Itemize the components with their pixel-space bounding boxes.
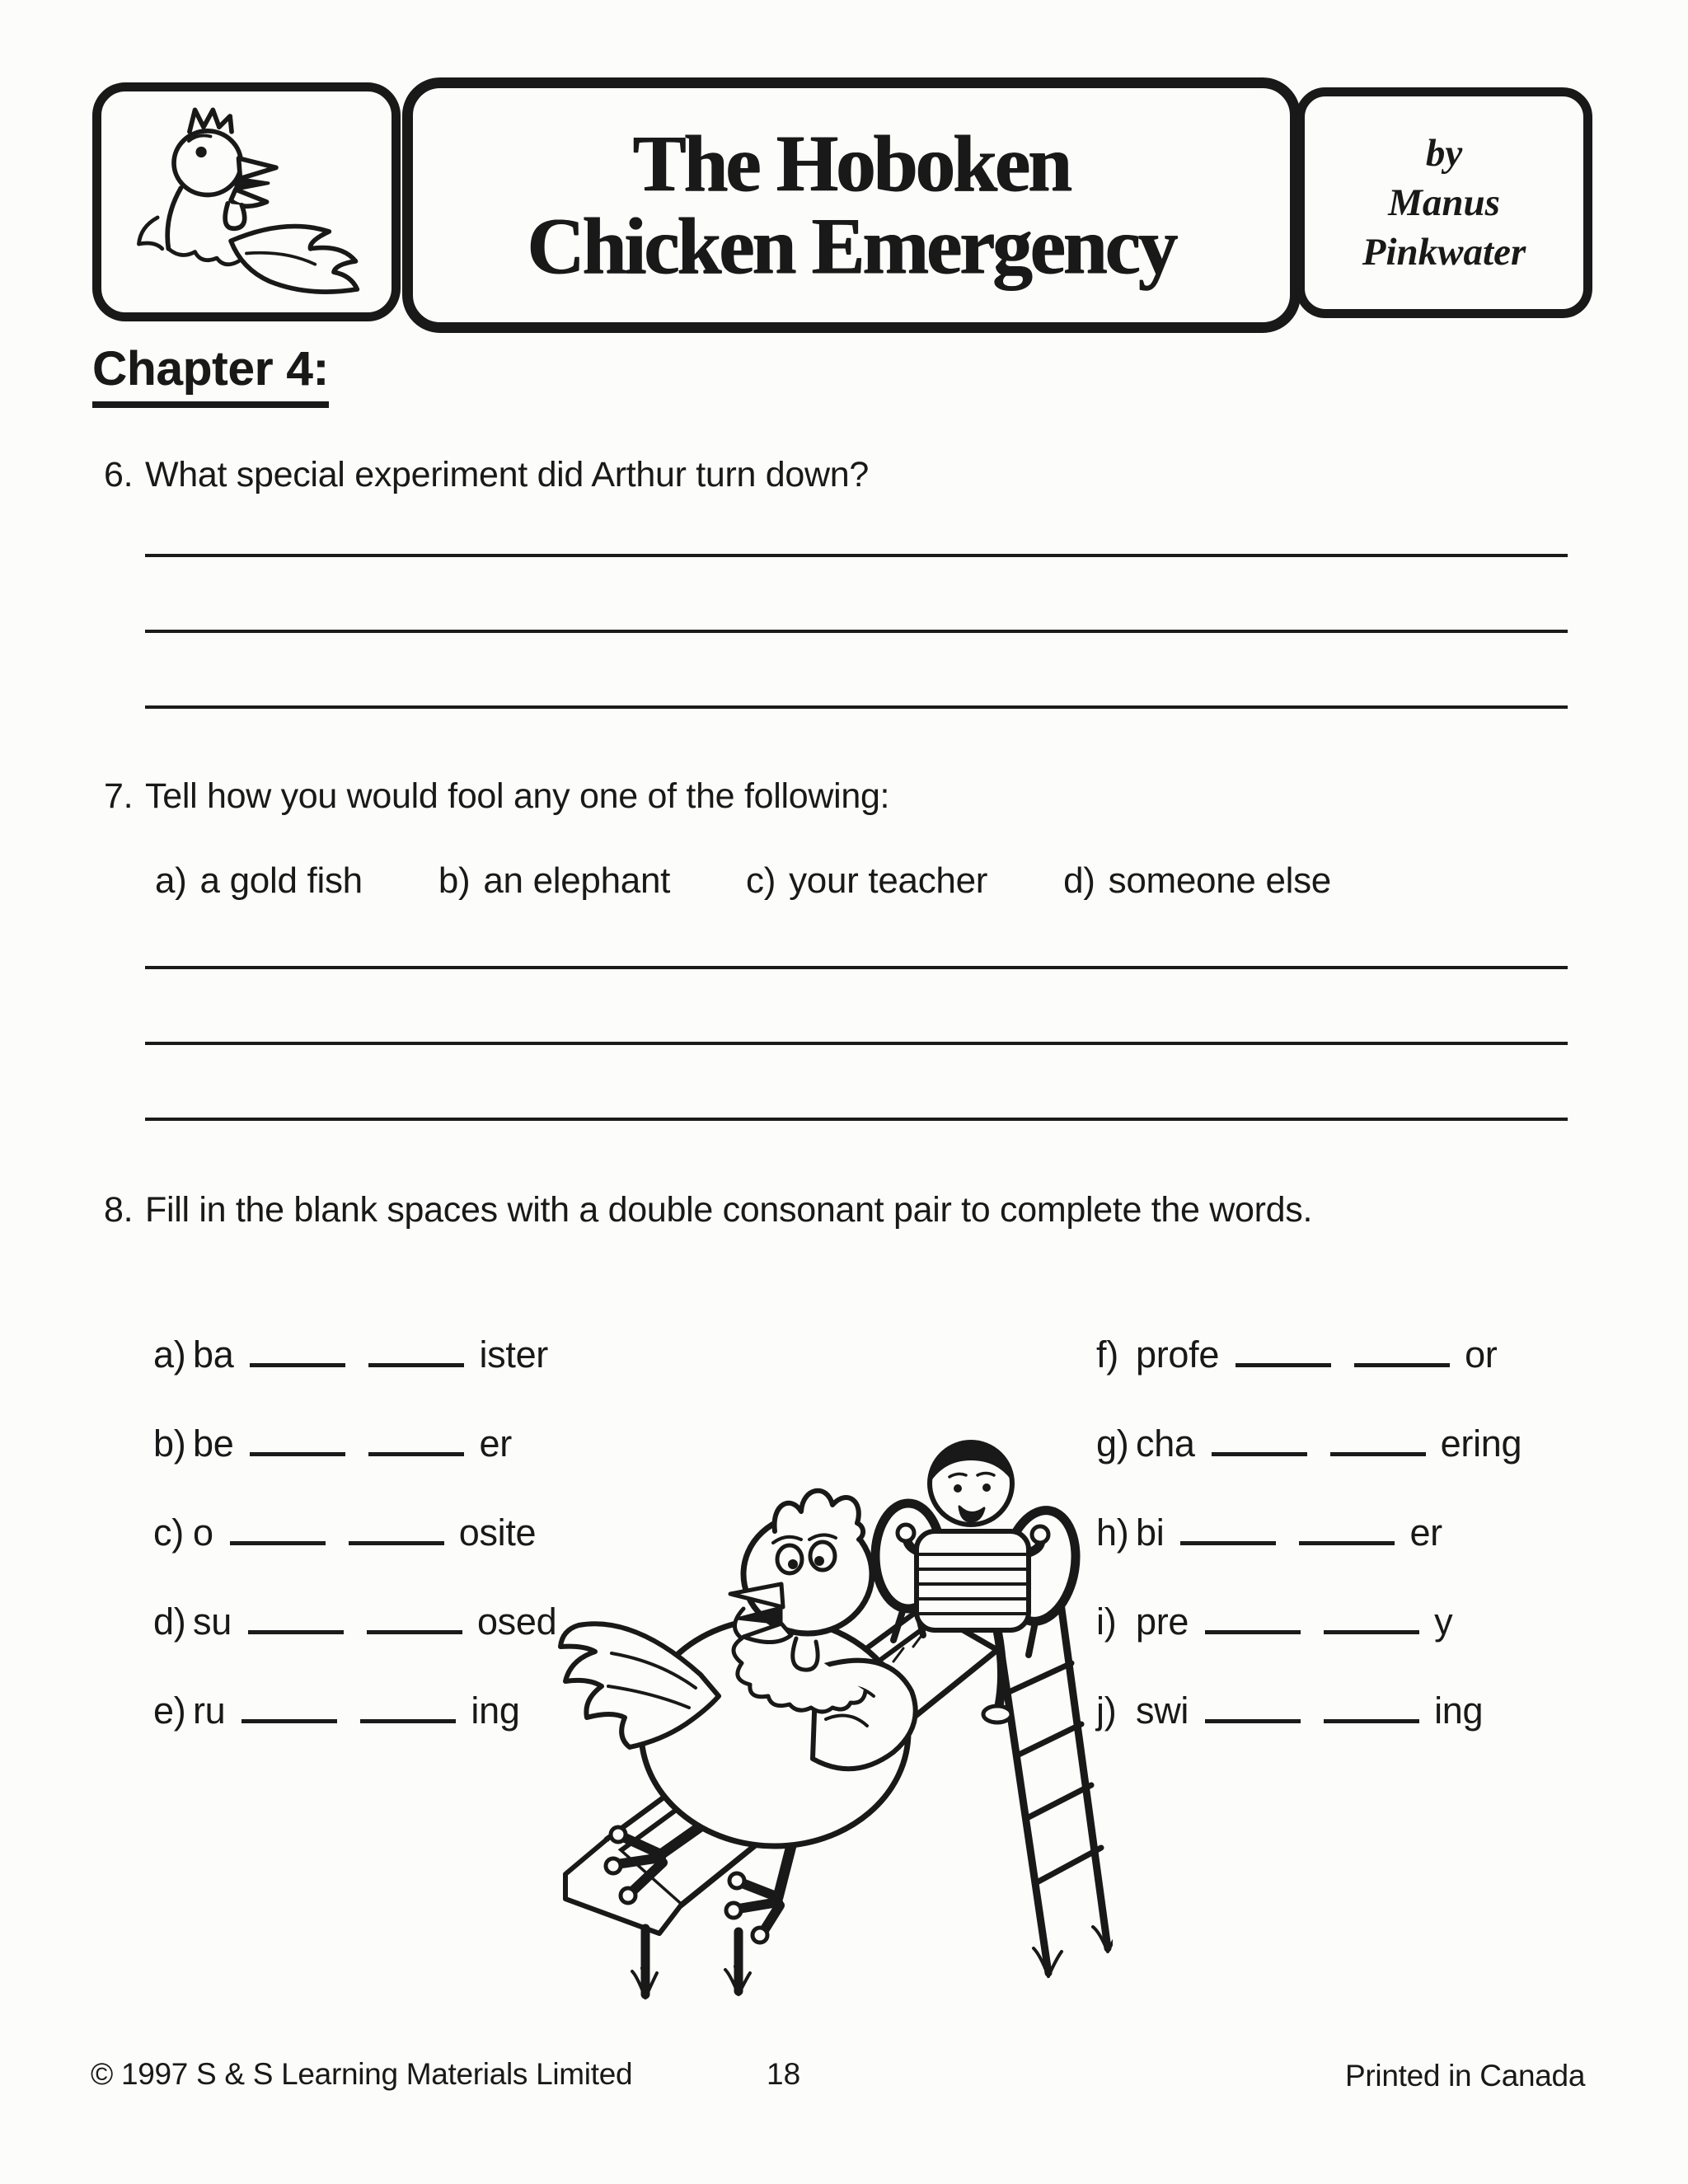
fill-item-j-label: j): [1096, 1690, 1117, 1732]
option-d-text: someone else: [1108, 860, 1331, 901]
question-6-text: What special experiment did Arthur turn down?: [145, 455, 870, 494]
fill-item-d: [153, 1601, 557, 1643]
fill-blank: [349, 1533, 444, 1545]
fill-blank: [250, 1355, 345, 1367]
option-a: [155, 860, 363, 902]
fill-blank: [1330, 1444, 1426, 1456]
fill-item-e: [153, 1690, 556, 1732]
question-7-text: Tell how you would fool any one of the following:: [145, 776, 890, 816]
fill-item-a-suffix: ister: [479, 1333, 548, 1376]
fill-blank: [1354, 1355, 1450, 1367]
fill-blank: [367, 1622, 462, 1634]
fill-item-i-label: i): [1096, 1601, 1117, 1643]
fill-item-b-prefix: be: [193, 1422, 234, 1465]
answer-line: [145, 554, 1568, 557]
footer-printed-in: Printed in Canada: [1345, 2059, 1586, 2093]
chicken-logo-icon: [110, 101, 382, 303]
fill-blank: [368, 1355, 464, 1367]
question-7-number: 7.: [104, 776, 134, 816]
fill-item-b-label: b): [153, 1422, 186, 1465]
answer-line: [145, 1042, 1568, 1045]
fill-blank: [1324, 1622, 1419, 1634]
fill-item-j-suffix: ing: [1434, 1690, 1484, 1732]
footer-page-number: 18: [767, 2057, 801, 2091]
option-c-text: your teacher: [789, 860, 988, 901]
answer-line: [145, 705, 1568, 709]
chicken-on-slide-illustration: [536, 1378, 1113, 2037]
fill-item-i-prefix: pre: [1136, 1601, 1189, 1643]
fill-item-g-suffix: ering: [1440, 1422, 1522, 1465]
fill-blank: [1180, 1533, 1276, 1545]
option-b: [438, 860, 670, 902]
fill-blank: [230, 1533, 326, 1545]
fill-blank: [1212, 1444, 1307, 1456]
fill-item-f-label: f): [1096, 1333, 1118, 1376]
footer-copyright: © 1997 S & S Learning Materials Limited: [91, 2057, 633, 2091]
fill-blank: [360, 1711, 456, 1723]
fill-item-a: [153, 1333, 556, 1376]
option-d-label: d): [1063, 860, 1095, 901]
fill-column-right: [1096, 1333, 1522, 1732]
question-6: [104, 450, 869, 500]
fill-blank: [248, 1622, 344, 1634]
question-7: [104, 771, 889, 822]
fill-item-a-prefix: ba: [193, 1333, 234, 1376]
fill-item-f-prefix: profe: [1136, 1333, 1220, 1376]
chicken-logo-box: [92, 82, 401, 321]
option-c: [746, 860, 987, 902]
fill-blank: [1205, 1622, 1301, 1634]
byline-by: by: [1425, 131, 1463, 175]
fill-blank: [1299, 1533, 1395, 1545]
question-7-options: [155, 860, 1331, 902]
byline-last-name: Pinkwater: [1362, 231, 1526, 274]
fill-item-i: [1096, 1601, 1522, 1643]
fill-item-a-label: a): [153, 1333, 186, 1376]
title-box: [402, 77, 1301, 333]
byline-first-name: Manus: [1388, 180, 1500, 224]
fill-item-e-prefix: ru: [193, 1690, 226, 1732]
fill-item-f-suffix: or: [1465, 1333, 1498, 1376]
fill-item-b: [153, 1422, 556, 1465]
fill-item-g-label: g): [1096, 1422, 1129, 1465]
fill-item-h-prefix: bi: [1136, 1511, 1165, 1554]
question-8-number: 8.: [104, 1190, 134, 1230]
option-c-label: c): [746, 860, 776, 901]
question-8-text: Fill in the blank spaces with a double consonant pair to complete the words.: [145, 1190, 1313, 1230]
fill-item-h: [1096, 1511, 1522, 1554]
option-a-text: a gold fish: [199, 860, 363, 901]
answer-line: [145, 966, 1568, 969]
fill-item-j-prefix: swi: [1136, 1690, 1189, 1732]
answer-line: [145, 630, 1568, 633]
fill-blank: [241, 1711, 337, 1723]
fill-blank: [1205, 1711, 1301, 1723]
fill-column-left: [153, 1333, 557, 1732]
question-6-number: 6.: [104, 455, 134, 494]
fill-item-h-suffix: er: [1409, 1511, 1442, 1554]
chapter-heading: Chapter 4:: [92, 341, 329, 408]
book-title-line2: Chicken Emergency: [527, 202, 1176, 290]
fill-item-d-prefix: su: [193, 1601, 232, 1643]
fill-item-i-suffix: y: [1434, 1601, 1453, 1643]
fill-item-h-label: h): [1096, 1511, 1129, 1554]
fill-item-d-label: d): [153, 1601, 186, 1643]
fill-item-c-suffix: osite: [458, 1511, 537, 1554]
fill-item-j: [1096, 1690, 1522, 1732]
fill-item-c: [153, 1511, 556, 1554]
fill-item-d-suffix: osed: [476, 1601, 557, 1643]
fill-blank: [1236, 1355, 1331, 1367]
fill-item-e-suffix: ing: [471, 1690, 520, 1732]
fill-item-b-suffix: er: [479, 1422, 512, 1465]
fill-item-g: [1096, 1422, 1522, 1465]
option-a-label: a): [155, 860, 187, 901]
fill-item-c-prefix: o: [193, 1511, 213, 1554]
fill-blank: [1324, 1711, 1419, 1723]
option-b-text: an elephant: [483, 860, 671, 901]
author-box: [1296, 87, 1592, 318]
fill-blank: [250, 1444, 345, 1456]
book-title-line1: The Hoboken: [632, 120, 1071, 209]
fill-blank: [368, 1444, 464, 1456]
fill-item-g-prefix: cha: [1136, 1422, 1195, 1465]
fill-item-f: [1096, 1333, 1522, 1376]
option-b-label: b): [438, 860, 471, 901]
question-8: [104, 1185, 1406, 1235]
fill-item-c-label: c): [153, 1511, 184, 1554]
answer-line: [145, 1118, 1568, 1121]
fill-item-e-label: e): [153, 1690, 186, 1732]
option-d: [1063, 860, 1331, 902]
